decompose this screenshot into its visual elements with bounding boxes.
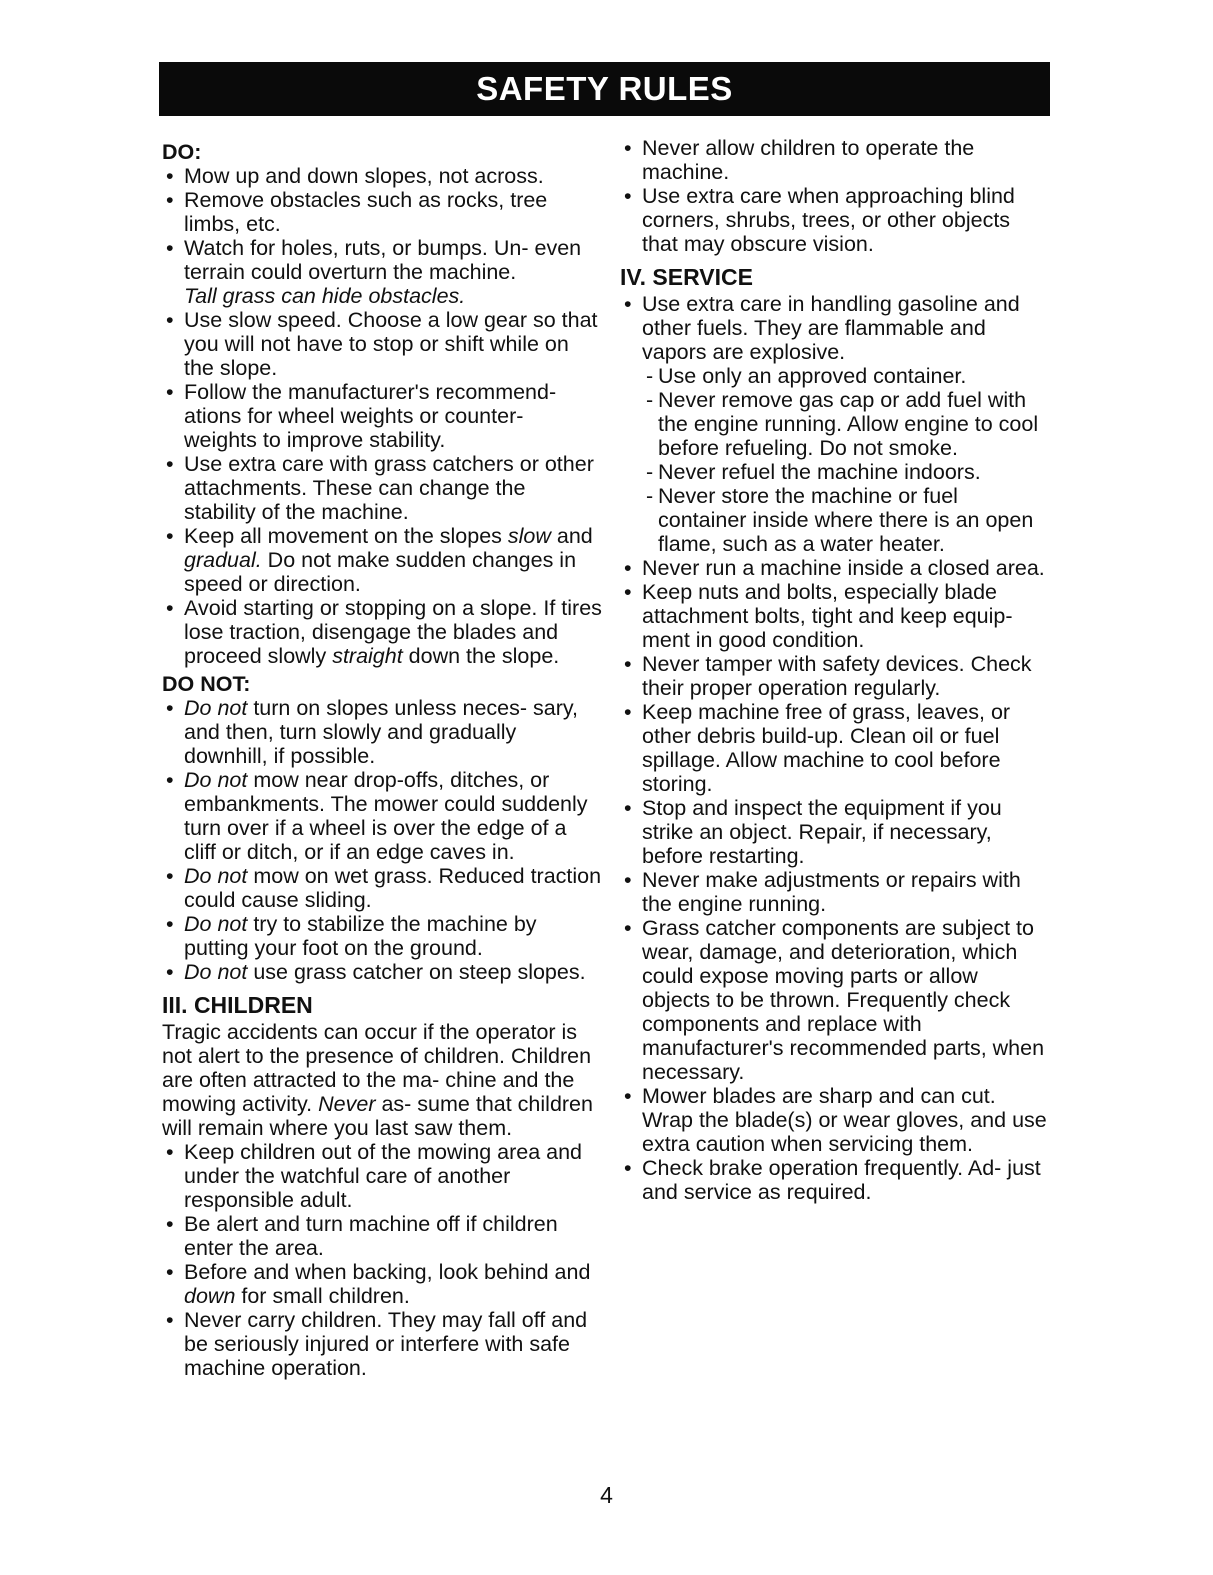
bullet-icon: •: [624, 1084, 632, 1108]
list-item: • Do not use grass catcher on steep slopes.: [166, 960, 586, 984]
bullet-icon: •: [166, 1308, 174, 1332]
list-item: • Follow the manufacturer's recommend- ations for wheel weights or counter- weights to improve stability.: [166, 380, 557, 452]
list-item: • Never tamper with safety devices. Check their proper operation regularly.: [624, 652, 1032, 700]
children-paragraph: Tragic accidents can occur if the operator is not alert to the presence of children. Children are often attracted to the ma- chine and the mowing activity. Never as- sume that children will remain where you last saw them.: [162, 1020, 593, 1140]
bullet-icon: •: [166, 236, 174, 260]
bullet-icon: •: [166, 768, 174, 792]
dash-icon: -: [646, 460, 654, 484]
safety-rules-banner: [159, 62, 1050, 116]
list-item: • Never allow children to operate the machine.: [624, 136, 975, 184]
bullet-icon: •: [624, 916, 632, 940]
right-column: [620, 136, 1050, 1204]
bullet-icon: •: [624, 700, 632, 724]
bullet-icon: •: [624, 580, 632, 604]
banner-title: SAFETY RULES: [476, 70, 733, 107]
list-item: • Never make adjustments or repairs with the engine running.: [624, 868, 1021, 916]
service-heading: IV. SERVICE: [620, 264, 753, 290]
dash-icon: -: [646, 388, 654, 412]
sub-list-item: - Never store the machine or fuel container inside where there is an open flame, such as a water heater.: [646, 484, 1034, 556]
list-item: • Before and when backing, look behind and down for small children.: [166, 1260, 591, 1308]
list-item: • Do not turn on slopes unless neces- sary, and then, turn slowly and gradually downhill, if possible.: [166, 696, 578, 768]
bullet-icon: •: [166, 452, 174, 476]
bullet-icon: •: [166, 596, 174, 620]
sub-list-item: - Never refuel the machine indoors.: [646, 460, 981, 484]
list-item: • Never run a machine inside a closed area.: [624, 556, 1045, 580]
bullet-icon: •: [166, 864, 174, 888]
bullet-icon: •: [166, 1260, 174, 1284]
bullet-icon: •: [166, 1140, 174, 1164]
list-item: • Remove obstacles such as rocks, tree limbs, etc.: [166, 188, 548, 236]
list-item: • Do not mow near drop-offs, ditches, or embankments. The mower could suddenly turn over if a wheel is over the edge of a cliff or ditch, or if an edge caves in.: [166, 768, 588, 864]
dash-icon: -: [646, 484, 654, 508]
do-list: [162, 164, 602, 668]
list-item: • Mow up and down slopes, not across.: [166, 164, 544, 188]
bullet-icon: •: [624, 796, 632, 820]
do-heading: DO:: [162, 140, 202, 164]
list-item: • Use extra care with grass catchers or other attachments. These can change the stability of the machine.: [166, 452, 594, 524]
list-item: • Keep all movement on the slopes slow and gradual. Do not make sudden changes in speed or direction.: [166, 524, 593, 596]
list-item: • Check brake operation frequently. Ad- just and service as required.: [624, 1156, 1041, 1204]
bullet-icon: •: [624, 556, 632, 580]
list-item: • Do not try to stabilize the machine by putting your foot on the ground.: [166, 912, 537, 960]
list-item: • Watch for holes, ruts, or bumps. Un- even terrain could overturn the machine. Tall grass can hide obstacles.: [166, 236, 582, 308]
left-column: [162, 136, 602, 1380]
sub-list-item: - Never remove gas cap or add fuel with the engine running. Allow engine to cool before refueling. Do not smoke.: [646, 388, 1039, 460]
bullet-icon: •: [166, 696, 174, 720]
list-item: • Do not mow on wet grass. Reduced traction could cause sliding.: [166, 864, 602, 912]
list-item: • Mower blades are sharp and can cut. Wrap the blade(s) or wear gloves, and use extra caution when servicing them.: [624, 1084, 1047, 1156]
list-item: • Keep nuts and bolts, especially blade attachment bolts, tight and keep equip- ment in good condition.: [624, 580, 1013, 652]
list-item: • Never carry children. They may fall off and be seriously injured or interfere with safe machine operation.: [166, 1308, 588, 1380]
list-item: • Use slow speed. Choose a low gear so that you will not have to stop or shift while on the slope.: [166, 308, 598, 380]
sub-list-item: - Use only an approved container.: [646, 364, 967, 388]
bullet-icon: •: [624, 868, 632, 892]
list-item: • Grass catcher components are subject to wear, damage, and deterioration, which could expose moving parts or allow objects to be thrown. Frequently check components and replace with manufacturer's recommended parts, when necessary.: [624, 916, 1045, 1084]
bullet-icon: •: [624, 292, 632, 316]
bullet-icon: •: [624, 1156, 632, 1180]
list-item: • Stop and inspect the equipment if you strike an object. Repair, if necessary, before restarting.: [624, 796, 1002, 868]
service-list: [620, 292, 1050, 1204]
list-item: • Keep machine free of grass, leaves, or other debris build-up. Clean oil or fuel spillage. Allow machine to cool before storing.: [624, 700, 1011, 796]
bullet-icon: •: [166, 308, 174, 332]
do-not-heading: DO NOT:: [162, 672, 251, 696]
bullet-icon: •: [166, 188, 174, 212]
bullet-icon: •: [624, 184, 632, 208]
list-item: • Use extra care when approaching blind corners, shrubs, trees, or other objects that may obscure vision.: [624, 184, 1015, 256]
list-item: • Be alert and turn machine off if children enter the area.: [166, 1212, 558, 1260]
bullet-icon: •: [166, 164, 174, 188]
dash-icon: -: [646, 364, 654, 388]
bullet-icon: •: [624, 136, 632, 160]
children-list: [162, 1140, 602, 1380]
list-item: • Use extra care in handling gasoline and other fuels. They are flammable and vapors are explosive.: [624, 292, 1020, 364]
page-number: 4: [600, 1482, 613, 1508]
bullet-icon: •: [166, 524, 174, 548]
bullet-icon: •: [166, 380, 174, 404]
bullet-icon: •: [166, 912, 174, 936]
children-list-continued: [620, 136, 1050, 256]
bullet-icon: •: [166, 960, 174, 984]
do-not-list: [162, 696, 602, 984]
list-item: • Keep children out of the mowing area and under the watchful care of another responsible adult.: [166, 1140, 583, 1212]
bullet-icon: •: [624, 652, 632, 676]
bullet-icon: •: [166, 1212, 174, 1236]
children-heading: III. CHILDREN: [162, 992, 313, 1018]
list-item: • Avoid starting or stopping on a slope. If tires lose traction, disengage the blades and proceed slowly straight down the slope.: [166, 596, 602, 668]
italic-note: Tall grass can hide obstacles.: [184, 284, 466, 308]
